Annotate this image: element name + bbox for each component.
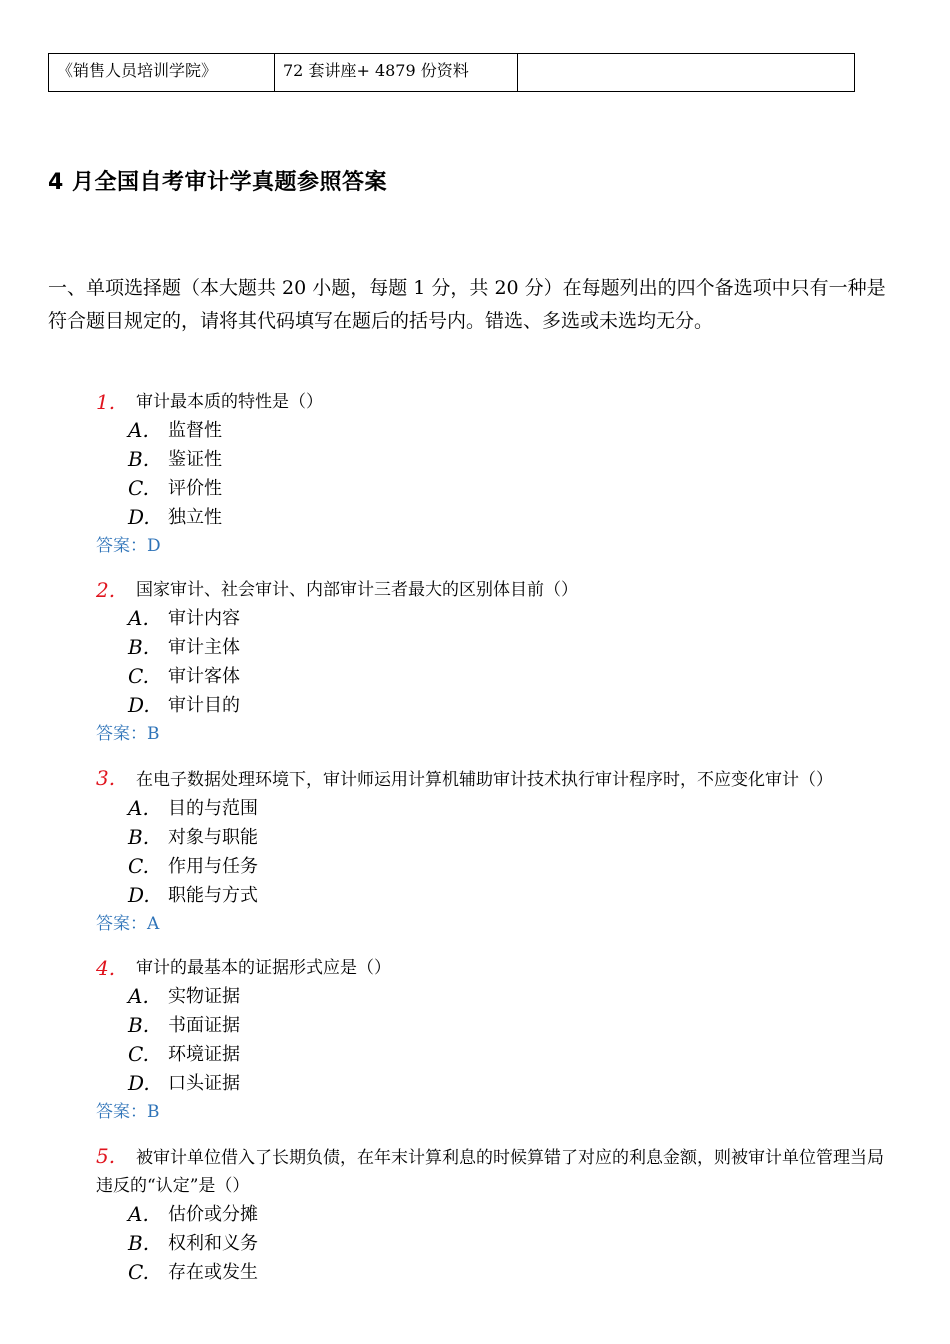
question-number: 1. bbox=[96, 390, 116, 414]
option-a bbox=[96, 982, 896, 1011]
option-letter: B. bbox=[128, 447, 150, 471]
question-stem bbox=[96, 388, 896, 416]
option-text: 评价性 bbox=[168, 478, 222, 499]
option-text: 环境证据 bbox=[168, 1044, 240, 1065]
option-text: 审计内容 bbox=[168, 608, 240, 629]
question-5 bbox=[96, 1142, 896, 1287]
option-letter: D. bbox=[128, 693, 150, 717]
question-stem bbox=[96, 954, 896, 982]
option-c bbox=[96, 474, 896, 503]
option-letter: B. bbox=[128, 1231, 150, 1255]
header-table bbox=[48, 53, 855, 92]
option-d bbox=[96, 1069, 896, 1098]
question-list bbox=[96, 388, 896, 1303]
option-text: 审计客体 bbox=[168, 666, 240, 687]
question-stem bbox=[96, 1142, 896, 1200]
option-letter: C. bbox=[128, 664, 149, 688]
option-b bbox=[96, 823, 896, 852]
option-text: 监督性 bbox=[168, 420, 222, 441]
option-a bbox=[96, 794, 896, 823]
question-text: 审计的最基本的证据形式应是（） bbox=[136, 958, 391, 978]
question-number: 3. bbox=[96, 766, 116, 790]
option-c bbox=[96, 1040, 896, 1069]
option-b bbox=[96, 1011, 896, 1040]
option-text: 口头证据 bbox=[168, 1073, 240, 1094]
option-text: 职能与方式 bbox=[168, 885, 258, 906]
option-c bbox=[96, 1258, 896, 1287]
question-2 bbox=[96, 576, 896, 748]
option-letter: B. bbox=[128, 1013, 150, 1037]
header-cell-materials: 72 套讲座+ 4879 份资料 bbox=[275, 54, 518, 92]
option-b bbox=[96, 445, 896, 474]
option-text: 审计主体 bbox=[168, 637, 240, 658]
option-text: 实物证据 bbox=[168, 986, 240, 1007]
option-a bbox=[96, 1200, 896, 1229]
option-d bbox=[96, 691, 896, 720]
option-text: 对象与职能 bbox=[168, 827, 258, 848]
option-letter: C. bbox=[128, 1042, 149, 1066]
option-text: 书面证据 bbox=[168, 1015, 240, 1036]
section-intro: 一、单项选择题（本大题共 20 小题，每题 1 分，共 20 分）在每题列出的四个备选项中只有一种是符合题目规定的，请将其代码填写在题后的括号内。错选、多选或未选均无分。 bbox=[48, 277, 886, 332]
option-letter: B. bbox=[128, 635, 150, 659]
question-3 bbox=[96, 764, 896, 938]
option-a bbox=[96, 416, 896, 445]
option-letter: B. bbox=[128, 825, 150, 849]
option-c bbox=[96, 662, 896, 691]
answer-label: 答案：B bbox=[96, 1102, 160, 1122]
option-a bbox=[96, 604, 896, 633]
option-text: 权利和义务 bbox=[168, 1233, 258, 1254]
question-text: 被审计单位借入了长期负债，在年末计算利息的时候算错了对应的利息金额，则被审计单位管理当局违反的“认定”是（） bbox=[96, 1148, 884, 1196]
answer-label: 答案：B bbox=[96, 724, 160, 744]
option-d bbox=[96, 503, 896, 532]
option-text: 目的与范围 bbox=[168, 798, 258, 819]
option-c bbox=[96, 852, 896, 881]
question-1 bbox=[96, 388, 896, 560]
question-stem bbox=[96, 576, 896, 604]
option-b bbox=[96, 633, 896, 662]
header-row bbox=[49, 54, 855, 92]
question-4 bbox=[96, 954, 896, 1126]
option-text: 作用与任务 bbox=[168, 856, 258, 877]
question-text: 在电子数据处理环境下，审计师运用计算机辅助审计技术执行审计程序时，不应变化审计（） bbox=[136, 770, 833, 790]
question-stem bbox=[96, 764, 896, 794]
option-letter: C. bbox=[128, 854, 149, 878]
option-text: 鉴证性 bbox=[168, 449, 222, 470]
option-letter: C. bbox=[128, 1260, 149, 1284]
option-text: 估价或分摊 bbox=[168, 1204, 258, 1225]
question-number: 5. bbox=[96, 1144, 116, 1168]
option-letter: A. bbox=[128, 418, 149, 442]
answer-label: 答案：A bbox=[96, 914, 160, 934]
option-letter: D. bbox=[128, 505, 150, 529]
question-number: 4. bbox=[96, 956, 116, 980]
header-cell-academy: 《销售人员培训学院》 bbox=[49, 54, 275, 92]
option-letter: D. bbox=[128, 883, 150, 907]
question-text: 审计最本质的特性是（） bbox=[136, 392, 323, 412]
option-text: 存在或发生 bbox=[168, 1262, 258, 1283]
option-letter: A. bbox=[128, 984, 149, 1008]
option-letter: A. bbox=[128, 1202, 149, 1226]
answer-label: 答案：D bbox=[96, 536, 161, 556]
option-d bbox=[96, 881, 896, 910]
option-letter: D. bbox=[128, 1071, 150, 1095]
question-number: 2. bbox=[96, 578, 116, 602]
option-letter: A. bbox=[128, 606, 149, 630]
option-text: 审计目的 bbox=[168, 695, 240, 716]
document-title: 4 月全国自考审计学真题参照答案 bbox=[48, 170, 387, 195]
option-letter: C. bbox=[128, 476, 149, 500]
option-text: 独立性 bbox=[168, 507, 222, 528]
option-letter: A. bbox=[128, 796, 149, 820]
option-b bbox=[96, 1229, 896, 1258]
question-text: 国家审计、社会审计、内部审计三者最大的区别体目前（） bbox=[136, 580, 578, 600]
header-cell-empty bbox=[518, 54, 855, 92]
